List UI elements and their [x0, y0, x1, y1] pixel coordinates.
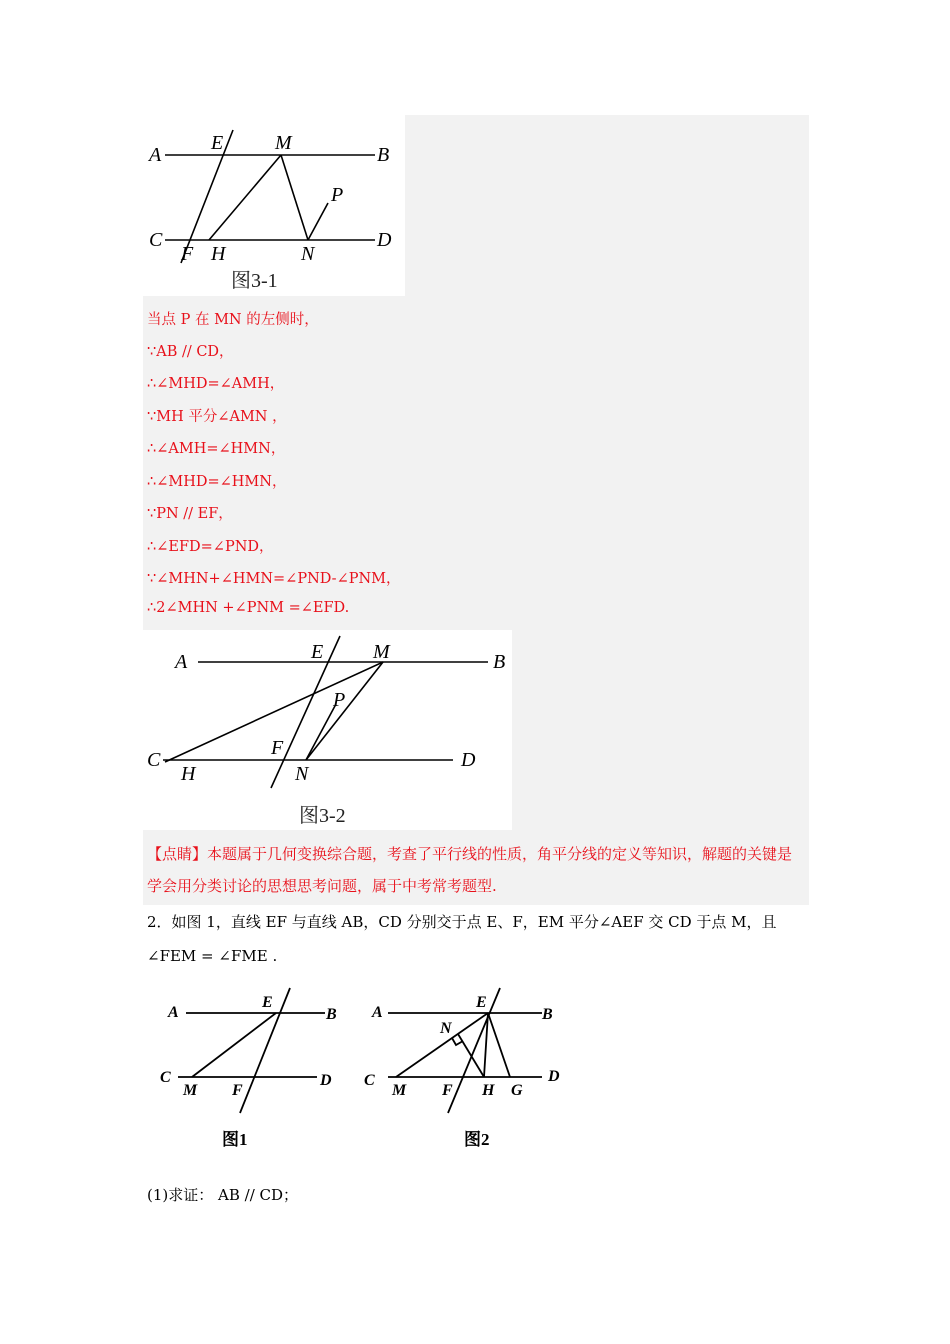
figure-3-2 — [143, 630, 512, 830]
label-M: M — [275, 132, 292, 154]
figure-2 — [360, 985, 575, 1155]
part-1-prompt: (1)求证： AB // CD； — [147, 1186, 299, 1204]
figure-caption: 图3-2 — [299, 805, 346, 827]
label-H: H — [482, 1082, 495, 1099]
label-P: P — [333, 689, 346, 711]
label-M: M — [183, 1082, 198, 1099]
label-A: A — [372, 1004, 383, 1021]
label-E: E — [211, 132, 224, 154]
label-H: H — [211, 243, 226, 265]
note-text: 本题属于几何变换综合题，考查了平行线的性质，角平分线的定义等知识，解题的关键是学会用分类讨论的思想思考问题，属于中考常考题型. — [147, 845, 793, 895]
label-A: A — [175, 651, 188, 673]
figure-caption: 图2 — [464, 1130, 490, 1149]
figure-caption: 图1 — [222, 1130, 248, 1149]
label-E: E — [476, 994, 487, 1011]
label-C: C — [364, 1072, 375, 1089]
label-B: B — [493, 651, 506, 673]
line-np — [306, 704, 336, 760]
line-nh — [458, 1034, 484, 1077]
label-E: E — [262, 994, 273, 1011]
solution-line-6: ∴∠MHD=∠HMN， — [147, 474, 287, 490]
line-np — [308, 203, 328, 240]
figure-caption: 图3-1 — [231, 270, 278, 292]
note-tag: 【点睛】 — [147, 845, 208, 863]
label-F: F — [181, 243, 194, 265]
label-M: M — [392, 1082, 407, 1099]
label-N: N — [440, 1020, 452, 1037]
label-F: F — [442, 1082, 453, 1099]
figure-1 — [150, 985, 350, 1155]
label-C: C — [147, 749, 161, 771]
label-E: E — [311, 641, 324, 663]
label-H: H — [181, 763, 196, 785]
solution-line-7: ∵PN // EF， — [147, 506, 233, 522]
label-M: M — [373, 641, 390, 663]
label-G: G — [511, 1082, 523, 1099]
solution-line-2: ∵AB // CD， — [147, 344, 234, 360]
label-B: B — [326, 1006, 337, 1023]
note-paragraph — [147, 838, 807, 902]
solution-line-4: ∵MH 平分∠AMN ， — [147, 409, 287, 425]
line-mn — [306, 662, 383, 760]
label-N: N — [295, 763, 309, 785]
line-mn — [281, 155, 308, 240]
solution-line-9: ∵∠MHN+∠HMN=∠PND-∠PNM， — [147, 571, 401, 587]
solution-line-5: ∴∠AMH=∠HMN， — [147, 441, 286, 457]
label-F: F — [271, 737, 284, 759]
label-D: D — [548, 1068, 560, 1085]
solution-line-3: ∴∠MHD=∠AMH， — [147, 376, 285, 392]
label-C: C — [160, 1069, 171, 1086]
label-B: B — [542, 1006, 553, 1023]
solution-line-10: ∴2∠MHN +∠PNM =∠EFD. — [147, 600, 350, 616]
figure-3-1 — [143, 115, 405, 296]
question-2-line-2: ∠FEM = ∠FME . — [147, 947, 278, 965]
label-F: F — [232, 1082, 243, 1099]
line-mh — [209, 155, 281, 240]
label-N: N — [301, 243, 315, 265]
question-2-line-1: 2．如图 1，直线 EF 与直线 AB，CD 分别交于点 E、F，EM 平分∠AEF 交 CD 于点 M，且 — [147, 913, 777, 931]
label-A: A — [168, 1004, 179, 1021]
label-P: P — [331, 184, 344, 206]
label-B: B — [377, 144, 390, 166]
label-C: C — [149, 229, 163, 251]
question-2 — [147, 905, 813, 973]
solution-line-8: ∴∠EFD=∠PND， — [147, 539, 274, 555]
label-D: D — [320, 1072, 332, 1089]
label-D: D — [461, 749, 476, 771]
label-A: A — [149, 144, 162, 166]
line-em — [192, 1013, 276, 1077]
solution-line-1: 当点 P 在 MN 的左侧时， — [147, 312, 319, 328]
label-D: D — [377, 229, 392, 251]
line-eg — [488, 1013, 510, 1077]
